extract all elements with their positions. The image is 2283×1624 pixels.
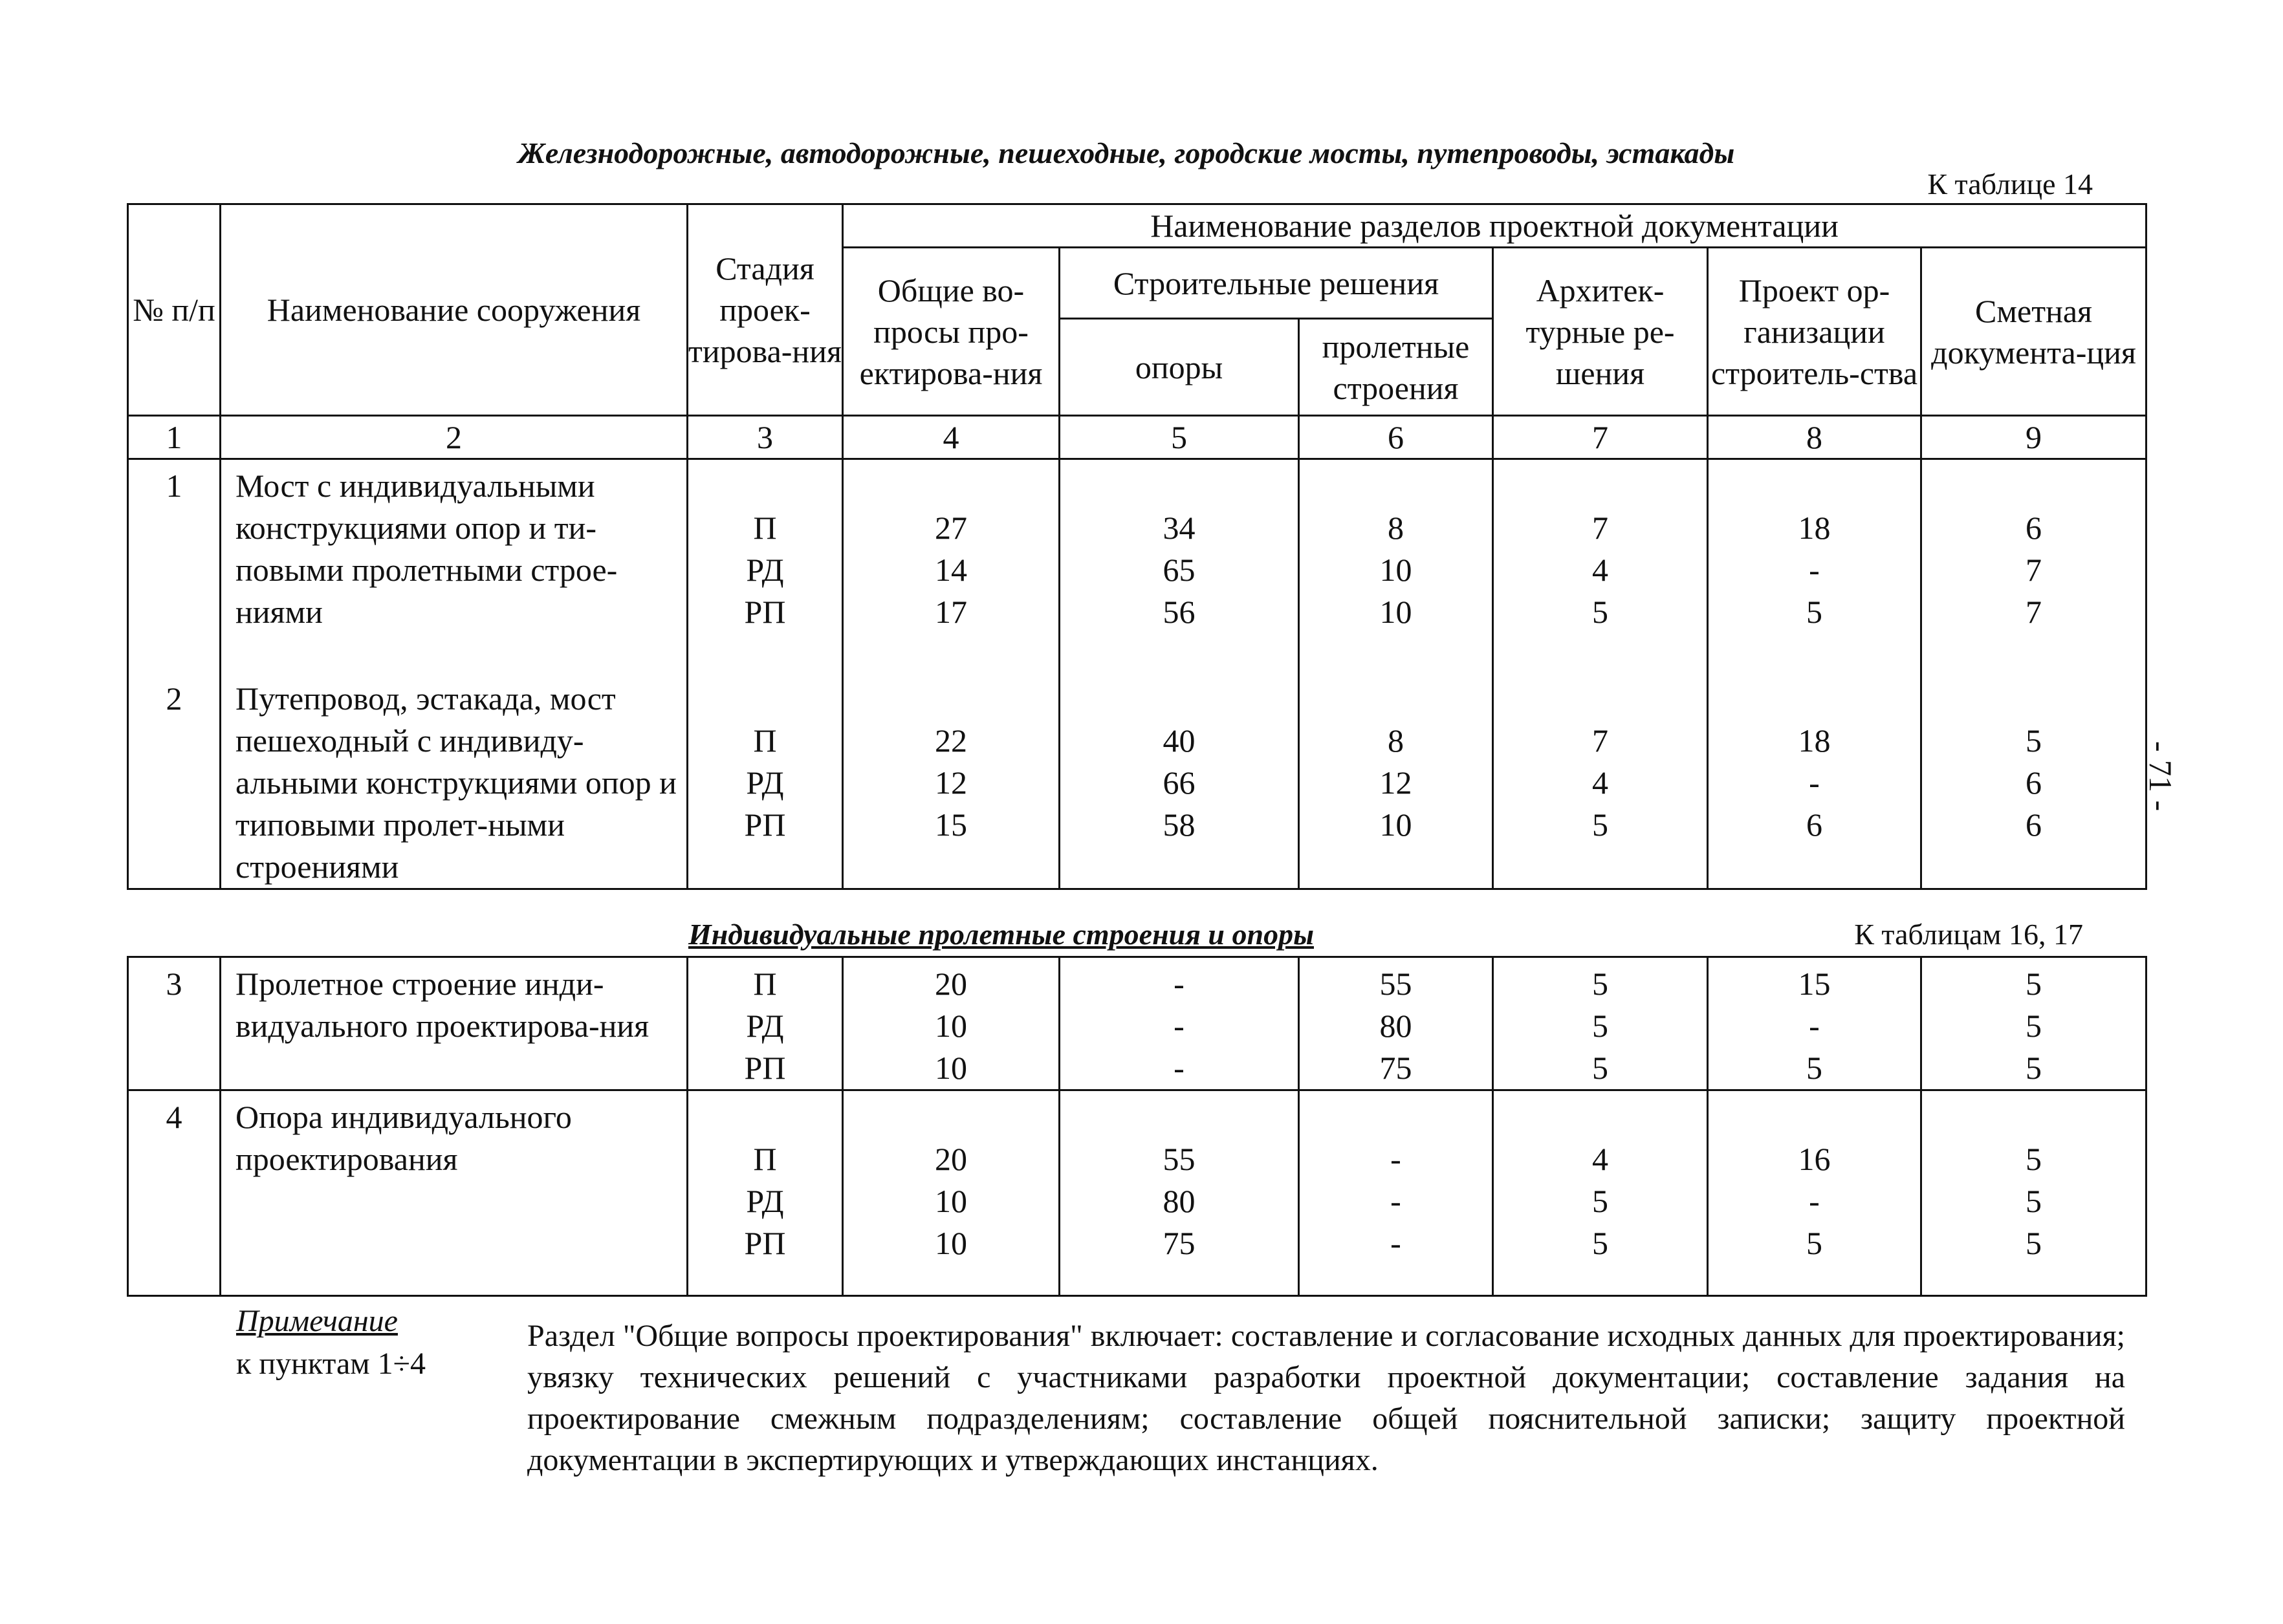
cell-general	[843, 957, 1060, 1090]
cell-spans	[1299, 957, 1493, 1090]
cell-value: 18	[1798, 722, 1831, 759]
cell-value: 58	[1163, 806, 1196, 843]
cell-value: 14	[935, 552, 967, 588]
cell-supports	[1060, 459, 1299, 673]
cell-value: 75	[1379, 1050, 1412, 1086]
cell-value: 4	[1592, 552, 1608, 588]
cell-value: 75	[1163, 1225, 1196, 1261]
cell-value: 5	[2026, 966, 2042, 1002]
page-number: - 71 -	[2143, 741, 2179, 812]
cell-value: 65	[1163, 552, 1196, 588]
cell-value: 5	[2026, 1141, 2042, 1177]
cell-value: 15	[935, 806, 967, 843]
cell-value: -	[1174, 1050, 1185, 1086]
cell-value: -	[1174, 1008, 1185, 1044]
cell-value: 8	[1388, 510, 1404, 546]
cell-value: 10	[1379, 552, 1412, 588]
cell-value: 20	[935, 966, 967, 1002]
cell-value: 80	[1379, 1008, 1412, 1044]
table-row	[128, 459, 2146, 673]
cell-supports	[1060, 957, 1299, 1090]
cell-supports	[1060, 673, 1299, 889]
structure-name: Пролетное строение инди-видуального проектирова-ния	[221, 957, 688, 1090]
cell-stages	[688, 1090, 843, 1296]
note-text: Раздел "Общие вопросы проектирования" включает: составление и согласование исходных данных для проектирования; увязку технических решений с участниками разработки проектной документации; составление задания на проектирование смежным подразделениям; составление общей пояснительной записки; защиту проектной документации в экспертирующих и утверждающих инстанциях.	[527, 1319, 2125, 1477]
cell-value: 27	[935, 510, 967, 546]
structure-name: Путепровод, эстакада, мост пешеходный с индивиду-альными конструкциями опор и типовыми пролет-ными строениями	[221, 673, 688, 889]
table-row	[128, 957, 2146, 1090]
structure-name: Опора индивидуального проектирования	[221, 1090, 688, 1296]
cell-organization	[1708, 957, 1921, 1090]
cell-value: 5	[2026, 1183, 2042, 1219]
header-organization: Проект ор-ганизации строитель-ства	[1708, 248, 1921, 416]
cell-value: -	[1809, 1008, 1820, 1044]
header-general: Общие во-просы про-ектирова-ния	[843, 248, 1060, 416]
cell-value: 80	[1163, 1183, 1196, 1219]
cell-value: 5	[2026, 1225, 2042, 1261]
cell-value: 5	[1592, 1183, 1608, 1219]
header-architecture: Архитек-турные ре-шения	[1493, 248, 1708, 416]
cell-spans	[1299, 459, 1493, 673]
row-number: 4	[128, 1090, 221, 1296]
cell-value: П	[753, 722, 777, 759]
section1-title: Железнодорожные, автодорожные, пешеходные, городские мосты, путепроводы, эстакады	[518, 136, 1735, 169]
column-number: 2	[221, 416, 688, 459]
cell-value: 10	[935, 1050, 967, 1086]
cell-estimate	[1921, 957, 2146, 1090]
cell-architecture	[1493, 1090, 1708, 1296]
note-label-block	[236, 1300, 426, 1385]
cell-estimate	[1921, 459, 2146, 673]
cell-value: 18	[1798, 510, 1831, 546]
cell-stages	[688, 957, 843, 1090]
cell-value: 5	[1592, 1008, 1608, 1044]
cell-value: -	[1809, 552, 1820, 588]
cell-value: РД	[746, 1183, 784, 1219]
cell-value: РД	[746, 764, 784, 801]
row-number: 1	[128, 459, 221, 673]
column-numbers-row	[128, 416, 2146, 459]
header-no: № п/п	[128, 204, 221, 416]
header-supports: опоры	[1060, 319, 1299, 416]
cell-value: РД	[746, 1008, 784, 1044]
cell-value: 4	[1592, 1141, 1608, 1177]
cell-estimate	[1921, 673, 2146, 889]
cell-value: 7	[2026, 552, 2042, 588]
cell-value: 12	[935, 764, 967, 801]
header-estimate: Сметная документа-ция	[1921, 248, 2146, 416]
column-number: 1	[128, 416, 221, 459]
cell-value: -	[1390, 1225, 1401, 1261]
note-label: Примечание	[236, 1304, 398, 1338]
cell-value: РП	[744, 806, 786, 843]
note-scope: к пунктам 1÷4	[236, 1347, 426, 1381]
cell-value: 55	[1163, 1141, 1196, 1177]
header-sections-group: Наименование разделов проектной документации	[843, 204, 2146, 248]
cell-organization	[1708, 459, 1921, 673]
design-distribution-table-2	[127, 956, 2147, 1297]
cell-value: 7	[2026, 594, 2042, 630]
cell-general	[843, 1090, 1060, 1296]
cell-general	[843, 459, 1060, 673]
header-construction-group: Строительные решения	[1060, 248, 1493, 319]
cell-value: 7	[1592, 510, 1608, 546]
cell-estimate	[1921, 1090, 2146, 1296]
cell-value: 10	[935, 1183, 967, 1219]
cell-value: -	[1809, 1183, 1820, 1219]
cell-value: 5	[2026, 722, 2042, 759]
column-number: 6	[1299, 416, 1493, 459]
cell-spans	[1299, 1090, 1493, 1296]
cell-value: 5	[1592, 966, 1608, 1002]
cell-value: -	[1174, 966, 1185, 1002]
cell-architecture	[1493, 673, 1708, 889]
section2-title: Индивидуальные пролетные строения и опоры	[688, 918, 1314, 951]
header-name: Наименование сооружения	[221, 204, 688, 416]
column-number: 4	[843, 416, 1060, 459]
cell-stages	[688, 673, 843, 889]
cell-value: РП	[744, 1225, 786, 1261]
header-spans: пролетные строения	[1299, 319, 1493, 416]
design-distribution-table-1	[127, 203, 2147, 890]
cell-value: РД	[746, 552, 784, 588]
column-number: 3	[688, 416, 843, 459]
cell-value: 7	[1592, 722, 1608, 759]
table-row	[128, 1090, 2146, 1296]
cell-value: 40	[1163, 722, 1196, 759]
cell-value: -	[1390, 1183, 1401, 1219]
row-number: 2	[128, 673, 221, 889]
cell-organization	[1708, 1090, 1921, 1296]
cell-value: П	[753, 966, 777, 1002]
cell-value: 6	[1806, 806, 1822, 843]
cell-value: 5	[2026, 1050, 2042, 1086]
cell-value: 5	[1592, 806, 1608, 843]
cell-stages	[688, 459, 843, 673]
cell-value: 4	[1592, 764, 1608, 801]
cell-value: 5	[1592, 594, 1608, 630]
cell-value: 6	[2026, 510, 2042, 546]
cell-value: 66	[1163, 764, 1196, 801]
cell-value: 15	[1798, 966, 1831, 1002]
header-stage: Стадия проек-тирова-ния	[688, 204, 843, 416]
cell-supports	[1060, 1090, 1299, 1296]
cell-value: 10	[1379, 806, 1412, 843]
cell-value: 56	[1163, 594, 1196, 630]
cell-value: 5	[1806, 1050, 1822, 1086]
column-number: 5	[1060, 416, 1299, 459]
structure-name: Мост с индивидуальными конструкциями опор и ти-повыми пролетными строе-ниями	[221, 459, 688, 673]
cell-value: 6	[2026, 764, 2042, 801]
table-row	[128, 673, 2146, 889]
cell-value: 5	[1592, 1050, 1608, 1086]
section1-table-ref: К таблице 14	[1927, 168, 2093, 200]
cell-value: 16	[1798, 1141, 1831, 1177]
column-number: 8	[1708, 416, 1921, 459]
cell-value: 22	[935, 722, 967, 759]
cell-value: 5	[1592, 1225, 1608, 1261]
cell-architecture	[1493, 957, 1708, 1090]
cell-architecture	[1493, 459, 1708, 673]
cell-value: 10	[935, 1008, 967, 1044]
cell-value: -	[1809, 764, 1820, 801]
cell-value: П	[753, 510, 777, 546]
column-number: 7	[1493, 416, 1708, 459]
cell-value: 6	[2026, 806, 2042, 843]
cell-value: 34	[1163, 510, 1196, 546]
cell-value: 12	[1379, 764, 1412, 801]
cell-value: 10	[935, 1225, 967, 1261]
cell-spans	[1299, 673, 1493, 889]
cell-value: 5	[1806, 594, 1822, 630]
row-number: 3	[128, 957, 221, 1090]
cell-value: РП	[744, 1050, 786, 1086]
cell-value: -	[1390, 1141, 1401, 1177]
cell-value: 55	[1379, 966, 1412, 1002]
section2-table-ref: К таблицам 16, 17	[1854, 918, 2083, 951]
cell-value: 8	[1388, 722, 1404, 759]
cell-organization	[1708, 673, 1921, 889]
cell-value: 5	[2026, 1008, 2042, 1044]
cell-value: РП	[744, 594, 786, 630]
cell-value: 10	[1379, 594, 1412, 630]
cell-value: 5	[1806, 1225, 1822, 1261]
column-number: 9	[1921, 416, 2146, 459]
cell-value: 20	[935, 1141, 967, 1177]
cell-value: П	[753, 1141, 777, 1177]
cell-general	[843, 673, 1060, 889]
cell-value: 17	[935, 594, 967, 630]
